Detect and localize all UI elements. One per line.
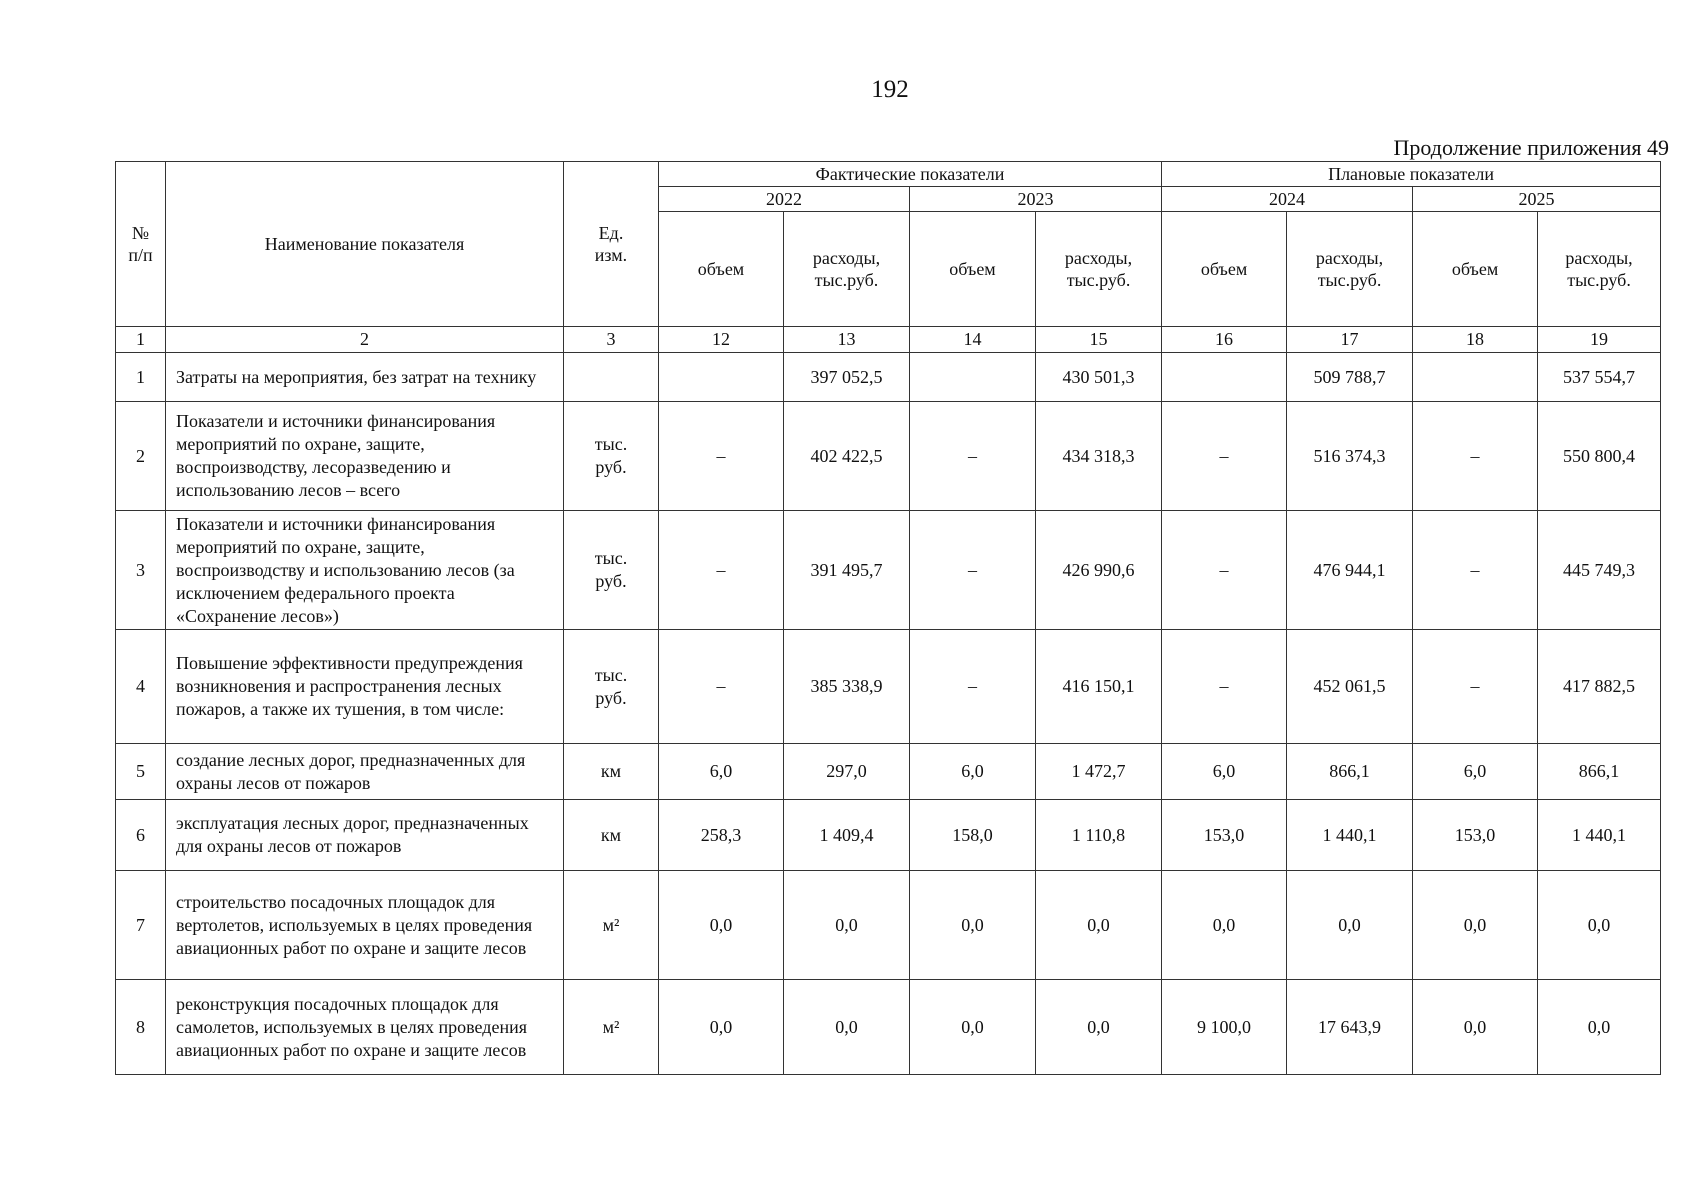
column-number: 15 bbox=[1036, 327, 1162, 353]
row-expenses-value: 509 788,7 bbox=[1287, 353, 1413, 402]
row-expenses-value: 402 422,5 bbox=[784, 402, 910, 511]
row-expenses-value: 1 110,8 bbox=[1036, 800, 1162, 871]
row-expenses-value: 416 150,1 bbox=[1036, 630, 1162, 744]
header-expenses: расходы, тыс.руб. bbox=[1538, 212, 1661, 327]
row-unit: км bbox=[564, 744, 659, 800]
page-number: 192 bbox=[871, 76, 909, 103]
header-volume: объем bbox=[1162, 212, 1287, 327]
row-number: 3 bbox=[116, 511, 166, 630]
row-name: Показатели и источники финансирования мероприятий по охране, защите, воспроизводству, лесоразведению и использованию лесов – всего bbox=[166, 402, 564, 511]
table-row bbox=[116, 871, 1661, 980]
row-expenses-value: 0,0 bbox=[784, 980, 910, 1075]
row-expenses-value: 1 440,1 bbox=[1538, 800, 1661, 871]
row-volume-value: 0,0 bbox=[1413, 871, 1538, 980]
column-number: 17 bbox=[1287, 327, 1413, 353]
row-volume-value: – bbox=[1162, 511, 1287, 630]
row-volume-value: 0,0 bbox=[1162, 871, 1287, 980]
header-year-2024: 2024 bbox=[1162, 187, 1413, 212]
row-expenses-value: 516 374,3 bbox=[1287, 402, 1413, 511]
row-volume-value: – bbox=[1162, 402, 1287, 511]
header-volume: объем bbox=[659, 212, 784, 327]
row-expenses-value: 426 990,6 bbox=[1036, 511, 1162, 630]
row-volume-value: – bbox=[1413, 511, 1538, 630]
row-volume-value: – bbox=[1413, 402, 1538, 511]
row-volume-value bbox=[910, 353, 1036, 402]
column-number: 14 bbox=[910, 327, 1036, 353]
row-volume-value: 0,0 bbox=[1413, 980, 1538, 1075]
row-volume-value: 0,0 bbox=[659, 871, 784, 980]
row-volume-value bbox=[1413, 353, 1538, 402]
row-unit: тыс. руб. bbox=[564, 511, 659, 630]
row-volume-value: 9 100,0 bbox=[1162, 980, 1287, 1075]
row-expenses-value: 0,0 bbox=[1538, 871, 1661, 980]
header-expenses: расходы, тыс.руб. bbox=[784, 212, 910, 327]
row-name: Показатели и источники финансирования мероприятий по охране, защите, воспроизводству и использованию лесов (за исключением федерального проекта «Сохранение лесов») bbox=[166, 511, 564, 630]
row-expenses-value: 1 472,7 bbox=[1036, 744, 1162, 800]
header-name: Наименование показателя bbox=[166, 162, 564, 327]
row-volume-value: – bbox=[910, 402, 1036, 511]
row-expenses-value: 417 882,5 bbox=[1538, 630, 1661, 744]
table-row bbox=[116, 744, 1661, 800]
row-number: 4 bbox=[116, 630, 166, 744]
column-number: 12 bbox=[659, 327, 784, 353]
header-year-2022: 2022 bbox=[659, 187, 910, 212]
continuation-label: Продолжение приложения 49 bbox=[1393, 135, 1669, 160]
row-name: реконструкция посадочных площадок для самолетов, используемых в целях проведения авиационных работ по охране и защите лесов bbox=[166, 980, 564, 1075]
row-volume-value: 6,0 bbox=[659, 744, 784, 800]
row-volume-value: – bbox=[659, 630, 784, 744]
row-expenses-value: 476 944,1 bbox=[1287, 511, 1413, 630]
header-volume: объем bbox=[1413, 212, 1538, 327]
row-unit: км bbox=[564, 800, 659, 871]
row-name: Повышение эффективности предупреждения возникновения и распространения лесных пожаров, а также их тушения, в том числе: bbox=[166, 630, 564, 744]
row-expenses-value: 0,0 bbox=[1036, 980, 1162, 1075]
header-expenses: расходы, тыс.руб. bbox=[1287, 212, 1413, 327]
column-number: 13 bbox=[784, 327, 910, 353]
row-expenses-value: 550 800,4 bbox=[1538, 402, 1661, 511]
row-expenses-value: 17 643,9 bbox=[1287, 980, 1413, 1075]
column-number: 1 bbox=[116, 327, 166, 353]
row-volume-value: 153,0 bbox=[1413, 800, 1538, 871]
row-volume-value: – bbox=[910, 630, 1036, 744]
column-number: 19 bbox=[1538, 327, 1661, 353]
header-group-planned: Плановые показатели bbox=[1162, 162, 1661, 187]
table-row bbox=[116, 980, 1661, 1075]
row-number: 2 bbox=[116, 402, 166, 511]
row-expenses-value: 0,0 bbox=[1287, 871, 1413, 980]
row-expenses-value: 452 061,5 bbox=[1287, 630, 1413, 744]
row-expenses-value: 445 749,3 bbox=[1538, 511, 1661, 630]
row-expenses-value: 385 338,9 bbox=[784, 630, 910, 744]
row-volume-value: – bbox=[659, 402, 784, 511]
row-name: создание лесных дорог, предназначенных для охраны лесов от пожаров bbox=[166, 744, 564, 800]
row-volume-value bbox=[1162, 353, 1287, 402]
row-volume-value: 6,0 bbox=[1162, 744, 1287, 800]
header-volume: объем bbox=[910, 212, 1036, 327]
header-group-actual: Фактические показатели bbox=[659, 162, 1162, 187]
row-volume-value: – bbox=[1413, 630, 1538, 744]
row-expenses-value: 866,1 bbox=[1538, 744, 1661, 800]
row-unit: м² bbox=[564, 980, 659, 1075]
table-row bbox=[116, 402, 1661, 511]
table-body bbox=[116, 353, 1661, 1075]
row-volume-value: – bbox=[659, 511, 784, 630]
column-number: 16 bbox=[1162, 327, 1287, 353]
row-unit bbox=[564, 353, 659, 402]
row-expenses-value: 434 318,3 bbox=[1036, 402, 1162, 511]
row-volume-value: 0,0 bbox=[659, 980, 784, 1075]
row-volume-value: 0,0 bbox=[910, 871, 1036, 980]
row-unit: м² bbox=[564, 871, 659, 980]
row-expenses-value: 1 440,1 bbox=[1287, 800, 1413, 871]
row-volume-value: – bbox=[910, 511, 1036, 630]
header-year-2023: 2023 bbox=[910, 187, 1162, 212]
table-row bbox=[116, 630, 1661, 744]
indicators-table bbox=[115, 161, 1661, 1075]
row-expenses-value: 0,0 bbox=[1538, 980, 1661, 1075]
row-unit: тыс. руб. bbox=[564, 402, 659, 511]
row-name: эксплуатация лесных дорог, предназначенных для охраны лесов от пожаров bbox=[166, 800, 564, 871]
row-expenses-value: 0,0 bbox=[784, 871, 910, 980]
row-number: 6 bbox=[116, 800, 166, 871]
row-volume-value: 158,0 bbox=[910, 800, 1036, 871]
row-number: 8 bbox=[116, 980, 166, 1075]
table-header bbox=[116, 162, 1661, 353]
row-expenses-value: 537 554,7 bbox=[1538, 353, 1661, 402]
table-row bbox=[116, 511, 1661, 630]
row-expenses-value: 866,1 bbox=[1287, 744, 1413, 800]
row-volume-value: – bbox=[1162, 630, 1287, 744]
row-number: 5 bbox=[116, 744, 166, 800]
row-volume-value: 6,0 bbox=[910, 744, 1036, 800]
row-name: Затраты на мероприятия, без затрат на технику bbox=[166, 353, 564, 402]
row-expenses-value: 0,0 bbox=[1036, 871, 1162, 980]
row-expenses-value: 1 409,4 bbox=[784, 800, 910, 871]
row-volume-value: 258,3 bbox=[659, 800, 784, 871]
row-name: строительство посадочных площадок для вертолетов, используемых в целях проведения авиационных работ по охране и защите лесов bbox=[166, 871, 564, 980]
row-expenses-value: 397 052,5 bbox=[784, 353, 910, 402]
row-volume-value: 6,0 bbox=[1413, 744, 1538, 800]
row-number: 7 bbox=[116, 871, 166, 980]
column-number: 18 bbox=[1413, 327, 1538, 353]
header-expenses: расходы, тыс.руб. bbox=[1036, 212, 1162, 327]
row-expenses-value: 391 495,7 bbox=[784, 511, 910, 630]
header-year-2025: 2025 bbox=[1413, 187, 1661, 212]
table-row bbox=[116, 353, 1661, 402]
row-unit: тыс. руб. bbox=[564, 630, 659, 744]
row-number: 1 bbox=[116, 353, 166, 402]
row-expenses-value: 430 501,3 bbox=[1036, 353, 1162, 402]
header-num: № п/п bbox=[116, 162, 166, 327]
header-unit: Ед. изм. bbox=[564, 162, 659, 327]
table-row bbox=[116, 800, 1661, 871]
row-volume-value: 0,0 bbox=[910, 980, 1036, 1075]
column-numbers-row bbox=[116, 327, 1661, 353]
column-number: 3 bbox=[564, 327, 659, 353]
row-expenses-value: 297,0 bbox=[784, 744, 910, 800]
column-number: 2 bbox=[166, 327, 564, 353]
row-volume-value bbox=[659, 353, 784, 402]
row-volume-value: 153,0 bbox=[1162, 800, 1287, 871]
